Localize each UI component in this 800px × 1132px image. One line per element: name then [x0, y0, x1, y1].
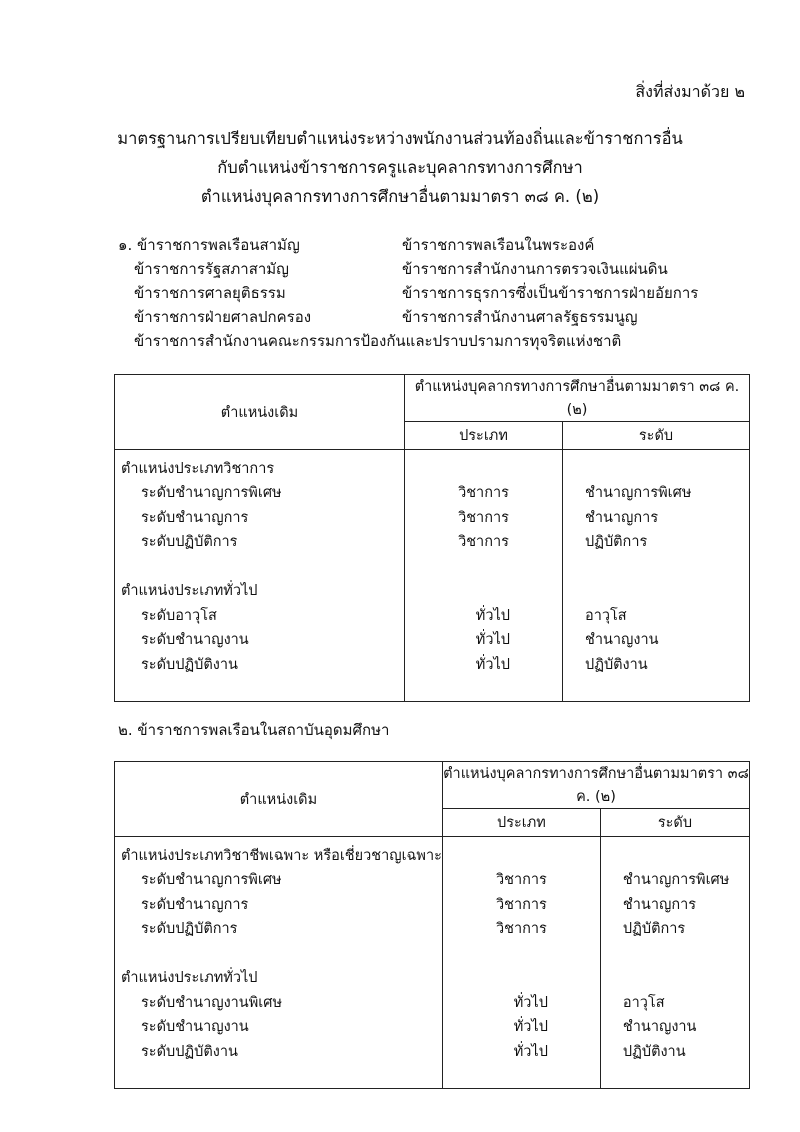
- header-type: ประเภท: [442, 809, 600, 837]
- position-type: วิชาการ: [442, 917, 600, 942]
- header-original-position: ตำแหน่งเดิม: [115, 375, 405, 450]
- original-position: ระดับปฏิบัติการ: [115, 530, 405, 555]
- document-title-line-1: มาตรฐานการเปรียบเทียบตำแหน่งระหว่างพนักงานส่วนท้องถิ่นและข้าราชการอื่น: [117, 129, 683, 148]
- header-original-position: ตำแหน่งเดิม: [115, 762, 443, 837]
- header-level: ระดับ: [563, 422, 750, 450]
- position-type: วิชาการ: [405, 481, 563, 506]
- position-level: ชำนาญงาน: [600, 1015, 749, 1040]
- position-level: อาวุโส: [563, 603, 750, 628]
- position-type: ทั่วไป: [405, 652, 563, 677]
- section1-item: ๑. ข้าราชการพลเรือนสามัญ: [118, 236, 300, 254]
- table-group-title-row: [115, 579, 750, 604]
- section1-item: ข้าราชการรัฐสภาสามัญ: [134, 260, 289, 278]
- section1-item: ข้าราชการธุรการซึ่งเป็นข้าราชการฝ่ายอัยการ: [402, 284, 699, 302]
- group-title: ตำแหน่งประเภททั่วไป: [115, 966, 443, 991]
- position-level: ชำนาญการพิเศษ: [563, 481, 750, 506]
- position-type: ทั่วไป: [405, 628, 563, 653]
- section1-item: ข้าราชการศาลยุติธรรม: [134, 284, 286, 302]
- table-row: [115, 868, 750, 893]
- position-level: ชำนาญการ: [563, 505, 750, 530]
- table-row: [115, 1039, 750, 1064]
- position-type: ทั่วไป: [405, 603, 563, 628]
- section2-heading: ๒. ข้าราชการพลเรือนในสถาบันอุดมศึกษา: [118, 721, 390, 739]
- attachment-label: สิ่งที่ส่งมาด้วย ๒: [635, 82, 745, 101]
- section1-item: ข้าราชการสำนักงานศาลรัฐธรรมนูญ: [402, 308, 638, 326]
- section1-item: ข้าราชการพลเรือนในพระองค์: [402, 236, 595, 254]
- original-position: ระดับชำนาญงาน: [115, 1015, 443, 1040]
- original-position: ระดับชำนาญการพิเศษ: [115, 481, 405, 506]
- original-position: ระดับปฏิบัติการ: [115, 917, 443, 942]
- table-row: [115, 481, 750, 506]
- position-level: ชำนาญการ: [600, 892, 749, 917]
- position-level: ปฏิบัติการ: [600, 917, 749, 942]
- original-position: ระดับชำนาญงานพิเศษ: [115, 990, 443, 1015]
- table-row: [115, 990, 750, 1015]
- table-row: [115, 1015, 750, 1040]
- section1-position-table: [114, 374, 750, 702]
- section1-item: ข้าราชการฝ่ายศาลปกครอง: [134, 308, 312, 326]
- table-row: [115, 652, 750, 677]
- table-row: [115, 628, 750, 653]
- position-type: วิชาการ: [405, 505, 563, 530]
- header-position-group: ตำแหน่งบุคลากรทางการศึกษาอื่นตามมาตรา ๓๘ ค. (๒): [405, 375, 750, 422]
- original-position: ระดับปฏิบัติงาน: [115, 652, 405, 677]
- original-position: ระดับชำนาญการ: [115, 892, 443, 917]
- position-type: ทั่วไป: [442, 1039, 600, 1064]
- original-position: ระดับชำนาญการพิเศษ: [115, 868, 443, 893]
- position-type: ทั่วไป: [442, 990, 600, 1015]
- table-group-title-row: [115, 843, 750, 868]
- original-position: ระดับชำนาญงาน: [115, 628, 405, 653]
- position-level: ปฏิบัติการ: [563, 530, 750, 555]
- section2-position-table: [114, 761, 750, 1089]
- table-group-title-row: [115, 966, 750, 991]
- position-level: ชำนาญงาน: [563, 628, 750, 653]
- position-type: ทั่วไป: [442, 1015, 600, 1040]
- section1-item: ข้าราชการสำนักงานคณะกรรมการป้องกันและปราบปรามการทุจริตแห่งชาติ: [134, 332, 622, 350]
- original-position: ระดับอาวุโส: [115, 603, 405, 628]
- section1-item: ข้าราชการสำนักงานการตรวจเงินแผ่นดิน: [402, 260, 668, 278]
- group-title: ตำแหน่งประเภททั่วไป: [115, 579, 405, 604]
- original-position: ระดับชำนาญการ: [115, 505, 405, 530]
- table-row: [115, 530, 750, 555]
- group-title: ตำแหน่งประเภทวิชาชีพเฉพาะ หรือเชี่ยวชาญเฉพาะ: [115, 843, 443, 868]
- header-type: ประเภท: [405, 422, 563, 450]
- position-level: ชำนาญการพิเศษ: [600, 868, 749, 893]
- position-level: อาวุโส: [600, 990, 749, 1015]
- position-type: วิชาการ: [442, 892, 600, 917]
- header-position-group: ตำแหน่งบุคลากรทางการศึกษาอื่นตามมาตรา ๓๘ ค. (๒): [442, 762, 749, 809]
- position-level: ปฏิบัติงาน: [600, 1039, 749, 1064]
- table-row: [115, 505, 750, 530]
- position-type: วิชาการ: [405, 530, 563, 555]
- table-row: [115, 892, 750, 917]
- document-title-line-2: กับตำแหน่งข้าราชการครูและบุคลากรทางการศึกษา: [217, 158, 583, 177]
- header-level: ระดับ: [600, 809, 749, 837]
- position-level: ปฏิบัติงาน: [563, 652, 750, 677]
- document-title-line-3: ตำแหน่งบุคลากรทางการศึกษาอื่นตามมาตรา ๓๘ ค. (๒): [200, 187, 600, 206]
- original-position: ระดับปฏิบัติงาน: [115, 1039, 443, 1064]
- table-row: [115, 917, 750, 942]
- group-title: ตำแหน่งประเภทวิชาการ: [115, 456, 405, 481]
- position-type: วิชาการ: [442, 868, 600, 893]
- table-row: [115, 603, 750, 628]
- table-group-title-row: [115, 456, 750, 481]
